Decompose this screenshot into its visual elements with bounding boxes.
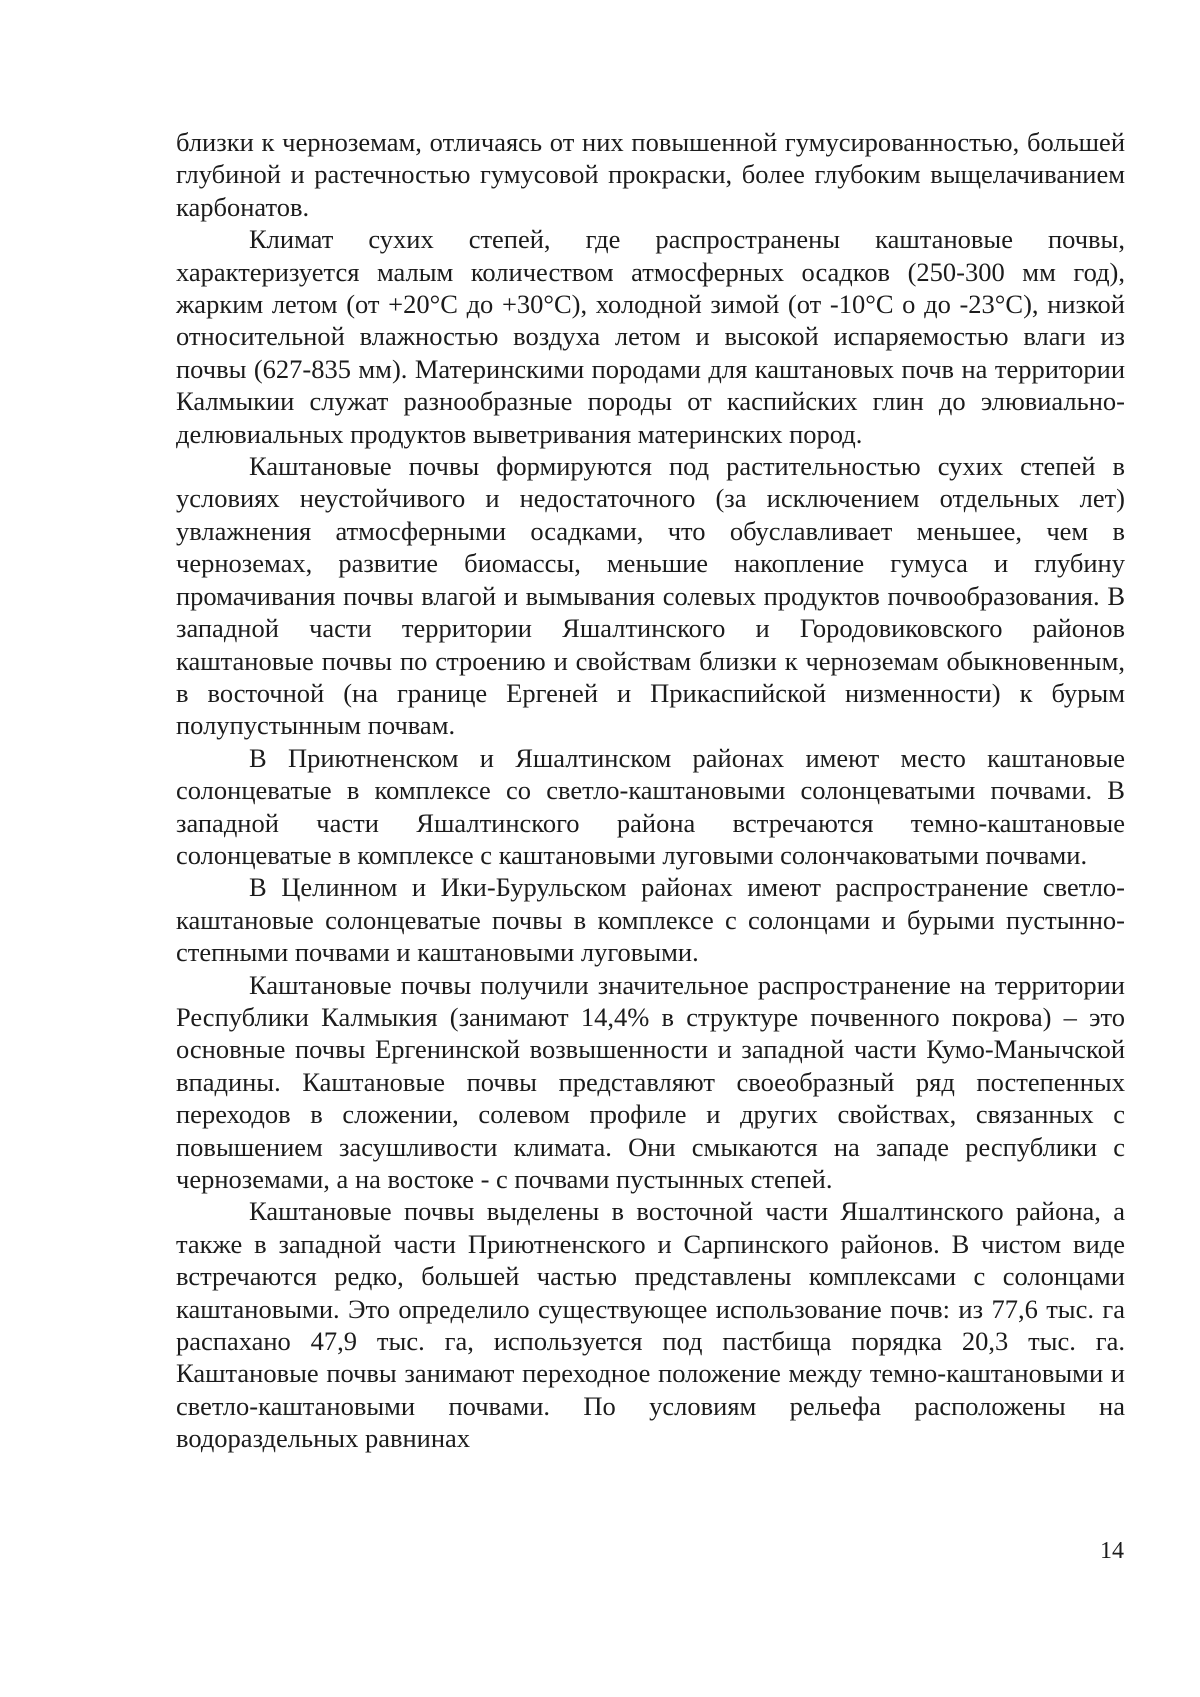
paragraph-continuation: близки к черноземам, отличаясь от них повышенной гумусированностью, большей глубиной и растечностью гумусовой прокраски, более глубоким выщелачиванием карбонатов. — [176, 127, 1125, 222]
paragraph-climate: Климат сухих степей, где распространены каштановые почвы, характеризуется малым количеством атмосферных осадков (250-300 мм год), жарким летом (от +20°С до +30°С), холодной зимой (от -10°С о до -23°С), низкой относительной влажностью воздуха летом и высокой испаряемостью влаги из почвы (627-835 мм). Материнскими породами для каштановых почв на территории Калмыкии служат разнообразные породы от каспийских глин до элювиально-делювиальных продуктов выветривания материнских пород. — [176, 224, 1125, 449]
page-number: 14 — [1100, 1538, 1124, 1564]
paragraph-distribution: Каштановые почвы получили значительное распространение на территории Республики Калмыкия (занимают 14,4% в структуре почвенного покрова) – это основные почвы Ергенинской возвышенности и западной части Кумо-Манычской впадины. Каштановые почвы представляют своеобразный ряд постепенных переходов в сложении, солевом профиле и других свойствах, связанных с повышением засушливости климата. Они смыкаются на западе республики с черноземами, а на востоке - с почвами пустынных степей. — [176, 969, 1125, 1194]
paragraph-priyutnensky: В Приютненском и Яшалтинском районах имеют место каштановые солонцеватые в комплексе со светло-каштановыми солонцеватыми почвами. В западной части Яшалтинского района встречаются темно-каштановые солонцеватые в комплексе с каштановыми луговыми солончаковатыми почвами. — [176, 742, 1125, 870]
paragraph-formation: Каштановые почвы формируются под растительностью сухих степей в условиях неустойчивого и недостаточного (за исключением отдельных лет) увлажнения атмосферными осадками, что обуславливает меньшее, чем в черноземах, развитие биомассы, меньшие накопление гумуса и глубину промачивания почвы влагой и вымывания солевых продуктов почвообразования. В западной части территории Яшалтинского и Городовиковского районов каштановые почвы по строению и свойствам близки к черноземам обыкновенным, в восточной (на границе Ергеней и Прикаспийской низменности) к бурым полупустынным почвам. — [176, 451, 1125, 741]
paragraph-tselinny: В Целинном и Ики-Бурульском районах имеют распространение светло-каштановые солонцеватые почвы в комплексе с солонцами и бурыми пустынно-степными почвами и каштановыми луговыми. — [176, 872, 1125, 968]
paragraph-land-use: Каштановые почвы выделены в восточной части Яшалтинского района, а также в западной части Приютненского и Сарпинского районов. В чистом виде встречаются редко, большей частью представлены комплексами с солонцами каштановыми. Это определило существующее использование почв: из 77,6 тыс. га распахано 47,9 тыс. га, используется под пастбища порядка 20,3 тыс. га. Каштановые почвы занимают переходное положение между темно-каштановыми и светло-каштановыми почвами. По условиям рельефа расположены на водораздельных равнинах — [176, 1196, 1125, 1454]
page-body-text — [176, 126, 1125, 1455]
